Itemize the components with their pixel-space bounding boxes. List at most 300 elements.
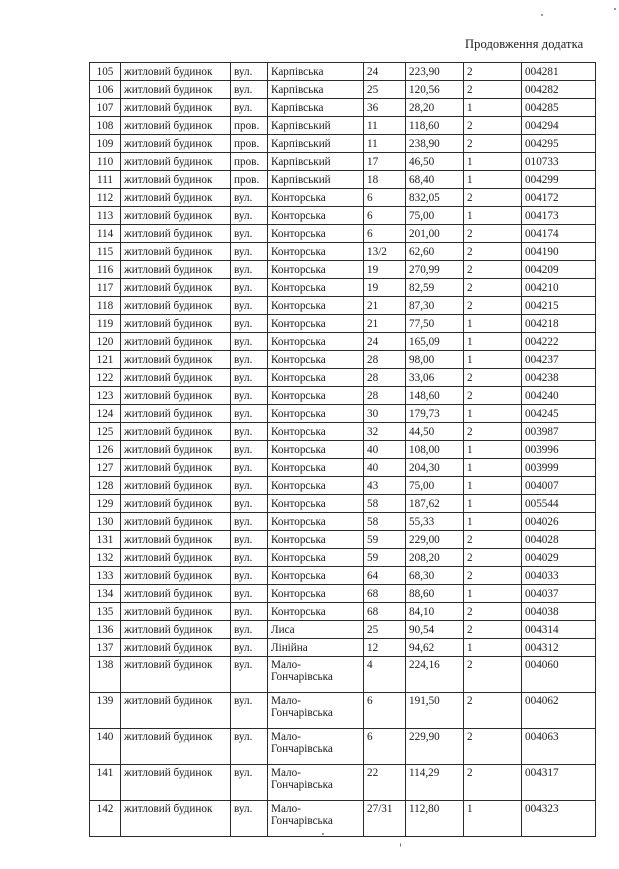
cell-code: 004172 [522,189,596,207]
cell-code: 004312 [522,639,596,657]
cell-street: Конторська [268,189,364,207]
cell-rooms: 1 [464,801,522,837]
cell-type: житловий будинок [121,639,231,657]
cell-street: Конторська [268,531,364,549]
cell-street-kind: вул. [231,423,268,441]
cell-number: 123 [90,387,121,405]
cell-code: 004281 [522,63,596,81]
cell-code: 004209 [522,261,596,279]
cell-street: Конторська [268,441,364,459]
cell-area: 88,60 [406,585,464,603]
table-row [90,639,596,657]
cell-number: 110 [90,153,121,171]
cell-area: 87,30 [406,297,464,315]
cell-type: житловий будинок [121,171,231,189]
table-row [90,153,596,171]
cell-type: житловий будинок [121,351,231,369]
cell-code: 004037 [522,585,596,603]
cell-type: житловий будинок [121,441,231,459]
cell-type: житловий будинок [121,225,231,243]
cell-area: 238,90 [406,135,464,153]
table-row [90,405,596,423]
cell-code: 004299 [522,171,596,189]
cell-rooms: 2 [464,603,522,621]
cell-type: житловий будинок [121,189,231,207]
cell-code: 004238 [522,369,596,387]
cell-house: 40 [364,441,406,459]
table-row [90,261,596,279]
table-row [90,549,596,567]
cell-area: 165,09 [406,333,464,351]
cell-house: 28 [364,351,406,369]
cell-house: 21 [364,315,406,333]
cell-code: 004060 [522,657,596,693]
cell-street: Карпівський [268,117,364,135]
cell-code: 004190 [522,243,596,261]
cell-code: 004295 [522,135,596,153]
table-row [90,585,596,603]
cell-street-kind: вул. [231,657,268,693]
cell-type: житловий будинок [121,153,231,171]
page-title: Продовження додатка [465,37,584,51]
cell-rooms: 2 [464,387,522,405]
table-body [90,63,596,837]
cell-area: 191,50 [406,693,464,729]
cell-house: 43 [364,477,406,495]
cell-type: житловий будинок [121,99,231,117]
cell-code: 004026 [522,513,596,531]
cell-street-kind: вул. [231,225,268,243]
cell-rooms: 1 [464,351,522,369]
cell-number: 119 [90,315,121,333]
cell-street-kind: вул. [231,621,268,639]
table-row [90,729,596,765]
cell-house: 12 [364,639,406,657]
cell-street-kind: вул. [231,81,268,99]
cell-street: Конторська [268,603,364,621]
cell-street-kind: вул. [231,477,268,495]
cell-type: житловий будинок [121,495,231,513]
cell-code: 004317 [522,765,596,801]
cell-number: 107 [90,99,121,117]
cell-house: 30 [364,405,406,423]
cell-type: житловий будинок [121,135,231,153]
cell-street-kind: вул. [231,297,268,315]
cell-code: 004294 [522,117,596,135]
table-row [90,207,596,225]
cell-street-kind: вул. [231,567,268,585]
cell-type: житловий будинок [121,387,231,405]
cell-type: житловий будинок [121,513,231,531]
cell-type: житловий будинок [121,405,231,423]
cell-house: 58 [364,513,406,531]
cell-code: 004240 [522,387,596,405]
cell-rooms: 2 [464,225,522,243]
cell-house: 13/2 [364,243,406,261]
cell-number: 140 [90,729,121,765]
cell-street-kind: вул. [231,585,268,603]
cell-type: житловий будинок [121,315,231,333]
table-row [90,765,596,801]
cell-number: 114 [90,225,121,243]
cell-street: Конторська [268,459,364,477]
cell-house: 59 [364,549,406,567]
cell-type: житловий будинок [121,117,231,135]
cell-area: 270,99 [406,261,464,279]
table-row [90,315,596,333]
table-row [90,459,596,477]
cell-number: 108 [90,117,121,135]
cell-rooms: 2 [464,567,522,585]
cell-rooms: 2 [464,657,522,693]
cell-house: 27/31 [364,801,406,837]
cell-street-kind: вул. [231,639,268,657]
cell-area: 84,10 [406,603,464,621]
cell-street-kind: вул. [231,387,268,405]
table-row [90,297,596,315]
table-row [90,801,596,837]
cell-area: 77,50 [406,315,464,333]
cell-house: 17 [364,153,406,171]
cell-type: житловий будинок [121,369,231,387]
table-row [90,693,596,729]
cell-house: 40 [364,459,406,477]
table-row [90,423,596,441]
cell-street: Конторська [268,585,364,603]
cell-type: житловий будинок [121,531,231,549]
cell-type: житловий будинок [121,729,231,765]
cell-street-kind: пров. [231,117,268,135]
cell-area: 90,54 [406,621,464,639]
cell-rooms: 2 [464,81,522,99]
cell-code: 004028 [522,531,596,549]
cell-number: 132 [90,549,121,567]
cell-street: Конторська [268,423,364,441]
cell-area: 75,00 [406,477,464,495]
cell-type: житловий будинок [121,279,231,297]
cell-street: Конторська [268,297,364,315]
cell-rooms: 2 [464,531,522,549]
table-row [90,531,596,549]
cell-area: 187,62 [406,495,464,513]
cell-area: 179,73 [406,405,464,423]
cell-rooms: 1 [464,639,522,657]
cell-street: Конторська [268,549,364,567]
cell-number: 127 [90,459,121,477]
scan-speck [614,8,616,10]
cell-rooms: 2 [464,261,522,279]
cell-house: 6 [364,225,406,243]
cell-rooms: 1 [464,405,522,423]
table-row [90,387,596,405]
cell-house: 22 [364,765,406,801]
cell-type: житловий будинок [121,585,231,603]
cell-code: 004282 [522,81,596,99]
cell-area: 229,90 [406,729,464,765]
cell-code: 005544 [522,495,596,513]
cell-number: 121 [90,351,121,369]
table-row [90,81,596,99]
table-row [90,99,596,117]
cell-number: 113 [90,207,121,225]
cell-area: 33,06 [406,369,464,387]
cell-area: 68,40 [406,171,464,189]
cell-street: Карпівська [268,81,364,99]
cell-type: житловий будинок [121,603,231,621]
cell-area: 832,05 [406,189,464,207]
cell-rooms: 2 [464,369,522,387]
cell-area: 201,00 [406,225,464,243]
cell-street-kind: вул. [231,441,268,459]
cell-type: житловий будинок [121,207,231,225]
table-row [90,657,596,693]
cell-house: 11 [364,117,406,135]
cell-number: 118 [90,297,121,315]
cell-area: 223,90 [406,63,464,81]
cell-rooms: 1 [464,459,522,477]
cell-number: 141 [90,765,121,801]
cell-street-kind: вул. [231,351,268,369]
cell-type: житловий будинок [121,63,231,81]
table-row [90,495,596,513]
cell-rooms: 1 [464,333,522,351]
cell-rooms: 1 [464,99,522,117]
cell-house: 58 [364,495,406,513]
cell-rooms: 1 [464,153,522,171]
cell-area: 120,56 [406,81,464,99]
cell-code: 004062 [522,693,596,729]
cell-street: Конторська [268,369,364,387]
cell-street-kind: вул. [231,765,268,801]
cell-area: 28,20 [406,99,464,117]
cell-street-kind: пров. [231,153,268,171]
cell-code: 003987 [522,423,596,441]
cell-street: Конторська [268,351,364,369]
cell-type: житловий будинок [121,765,231,801]
cell-street-kind: вул. [231,333,268,351]
cell-street: Конторська [268,315,364,333]
table-row [90,135,596,153]
cell-area: 44,50 [406,423,464,441]
cell-code: 004218 [522,315,596,333]
cell-house: 6 [364,729,406,765]
cell-house: 6 [364,207,406,225]
cell-house: 4 [364,657,406,693]
cell-type: житловий будинок [121,297,231,315]
cell-code: 004174 [522,225,596,243]
cell-area: 94,62 [406,639,464,657]
cell-number: 117 [90,279,121,297]
cell-street: Конторська [268,513,364,531]
cell-code: 004007 [522,477,596,495]
cell-rooms: 1 [464,477,522,495]
cell-number: 112 [90,189,121,207]
table-row [90,351,596,369]
cell-street: Конторська [268,405,364,423]
cell-rooms: 2 [464,765,522,801]
cell-street: Конторська [268,477,364,495]
scan-speck [400,843,401,847]
cell-area: 224,16 [406,657,464,693]
cell-type: житловий будинок [121,261,231,279]
cell-house: 18 [364,171,406,189]
cell-rooms: 1 [464,513,522,531]
cell-rooms: 2 [464,423,522,441]
cell-code: 004210 [522,279,596,297]
cell-number: 136 [90,621,121,639]
cell-rooms: 2 [464,693,522,729]
cell-type: житловий будинок [121,801,231,837]
table-row [90,369,596,387]
cell-code: 004314 [522,621,596,639]
cell-area: 229,00 [406,531,464,549]
table-row [90,279,596,297]
cell-rooms: 2 [464,63,522,81]
cell-number: 133 [90,567,121,585]
cell-type: житловий будинок [121,567,231,585]
cell-street-kind: пров. [231,171,268,189]
cell-number: 122 [90,369,121,387]
cell-street-kind: вул. [231,279,268,297]
cell-street-kind: вул. [231,549,268,567]
table-row [90,63,596,81]
cell-area: 55,33 [406,513,464,531]
table-row [90,243,596,261]
cell-street: Лиса [268,621,364,639]
cell-street: Мало-Гончарівська [268,801,364,837]
cell-street: Конторська [268,225,364,243]
cell-type: житловий будинок [121,459,231,477]
cell-number: 129 [90,495,121,513]
cell-number: 131 [90,531,121,549]
cell-house: 28 [364,387,406,405]
cell-code: 004215 [522,297,596,315]
cell-number: 138 [90,657,121,693]
cell-area: 82,59 [406,279,464,297]
cell-type: житловий будинок [121,549,231,567]
cell-street-kind: вул. [231,513,268,531]
cell-rooms: 2 [464,135,522,153]
cell-rooms: 2 [464,297,522,315]
table-row [90,171,596,189]
cell-street: Конторська [268,243,364,261]
cell-street-kind: вул. [231,405,268,423]
cell-area: 112,80 [406,801,464,837]
cell-area: 148,60 [406,387,464,405]
cell-area: 68,30 [406,567,464,585]
cell-street-kind: вул. [231,243,268,261]
cell-house: 6 [364,693,406,729]
cell-street: Карпівська [268,63,364,81]
table-row [90,441,596,459]
cell-house: 24 [364,333,406,351]
cell-number: 130 [90,513,121,531]
table-row [90,117,596,135]
cell-area: 46,50 [406,153,464,171]
cell-rooms: 2 [464,549,522,567]
cell-street-kind: вул. [231,729,268,765]
cell-house: 6 [364,189,406,207]
table-row [90,477,596,495]
cell-rooms: 2 [464,243,522,261]
cell-code: 004033 [522,567,596,585]
cell-street: Конторська [268,567,364,585]
cell-house: 28 [364,369,406,387]
cell-street: Мало-Гончарівська [268,729,364,765]
cell-street: Карпівський [268,153,364,171]
cell-street: Мало-Гончарівська [268,765,364,801]
cell-street: Лінійна [268,639,364,657]
table-row [90,189,596,207]
cell-rooms: 1 [464,495,522,513]
cell-type: житловий будинок [121,81,231,99]
cell-house: 59 [364,531,406,549]
cell-code: 004063 [522,729,596,765]
cell-type: житловий будинок [121,243,231,261]
cell-house: 11 [364,135,406,153]
cell-street: Карпівський [268,171,364,189]
cell-number: 115 [90,243,121,261]
cell-street-kind: вул. [231,693,268,729]
cell-type: житловий будинок [121,333,231,351]
cell-code: 004323 [522,801,596,837]
cell-house: 25 [364,621,406,639]
cell-street-kind: вул. [231,261,268,279]
cell-number: 106 [90,81,121,99]
cell-street-kind: вул. [231,315,268,333]
cell-house: 24 [364,63,406,81]
cell-rooms: 2 [464,189,522,207]
cell-code: 004173 [522,207,596,225]
cell-street: Конторська [268,261,364,279]
cell-street-kind: вул. [231,207,268,225]
cell-code: 004029 [522,549,596,567]
cell-street-kind: пров. [231,135,268,153]
cell-code: 004038 [522,603,596,621]
cell-street-kind: вул. [231,531,268,549]
cell-house: 19 [364,279,406,297]
cell-number: 134 [90,585,121,603]
cell-house: 32 [364,423,406,441]
cell-street: Карпівська [268,99,364,117]
cell-street: Мало-Гончарівська [268,693,364,729]
cell-area: 98,00 [406,351,464,369]
cell-code: 003999 [522,459,596,477]
cell-street-kind: вул. [231,189,268,207]
cell-number: 125 [90,423,121,441]
cell-street: Конторська [268,207,364,225]
cell-number: 105 [90,63,121,81]
cell-rooms: 2 [464,621,522,639]
cell-house: 19 [364,261,406,279]
cell-street: Конторська [268,495,364,513]
cell-street: Конторська [268,387,364,405]
cell-rooms: 1 [464,171,522,189]
scan-speck [541,14,543,16]
cell-street-kind: вул. [231,369,268,387]
cell-code: 004245 [522,405,596,423]
cell-number: 139 [90,693,121,729]
cell-type: житловий будинок [121,423,231,441]
cell-house: 25 [364,81,406,99]
cell-area: 108,00 [406,441,464,459]
cell-street-kind: вул. [231,603,268,621]
cell-rooms: 2 [464,279,522,297]
cell-code: 004285 [522,99,596,117]
table-row [90,333,596,351]
cell-street: Карпівський [268,135,364,153]
table-row [90,621,596,639]
